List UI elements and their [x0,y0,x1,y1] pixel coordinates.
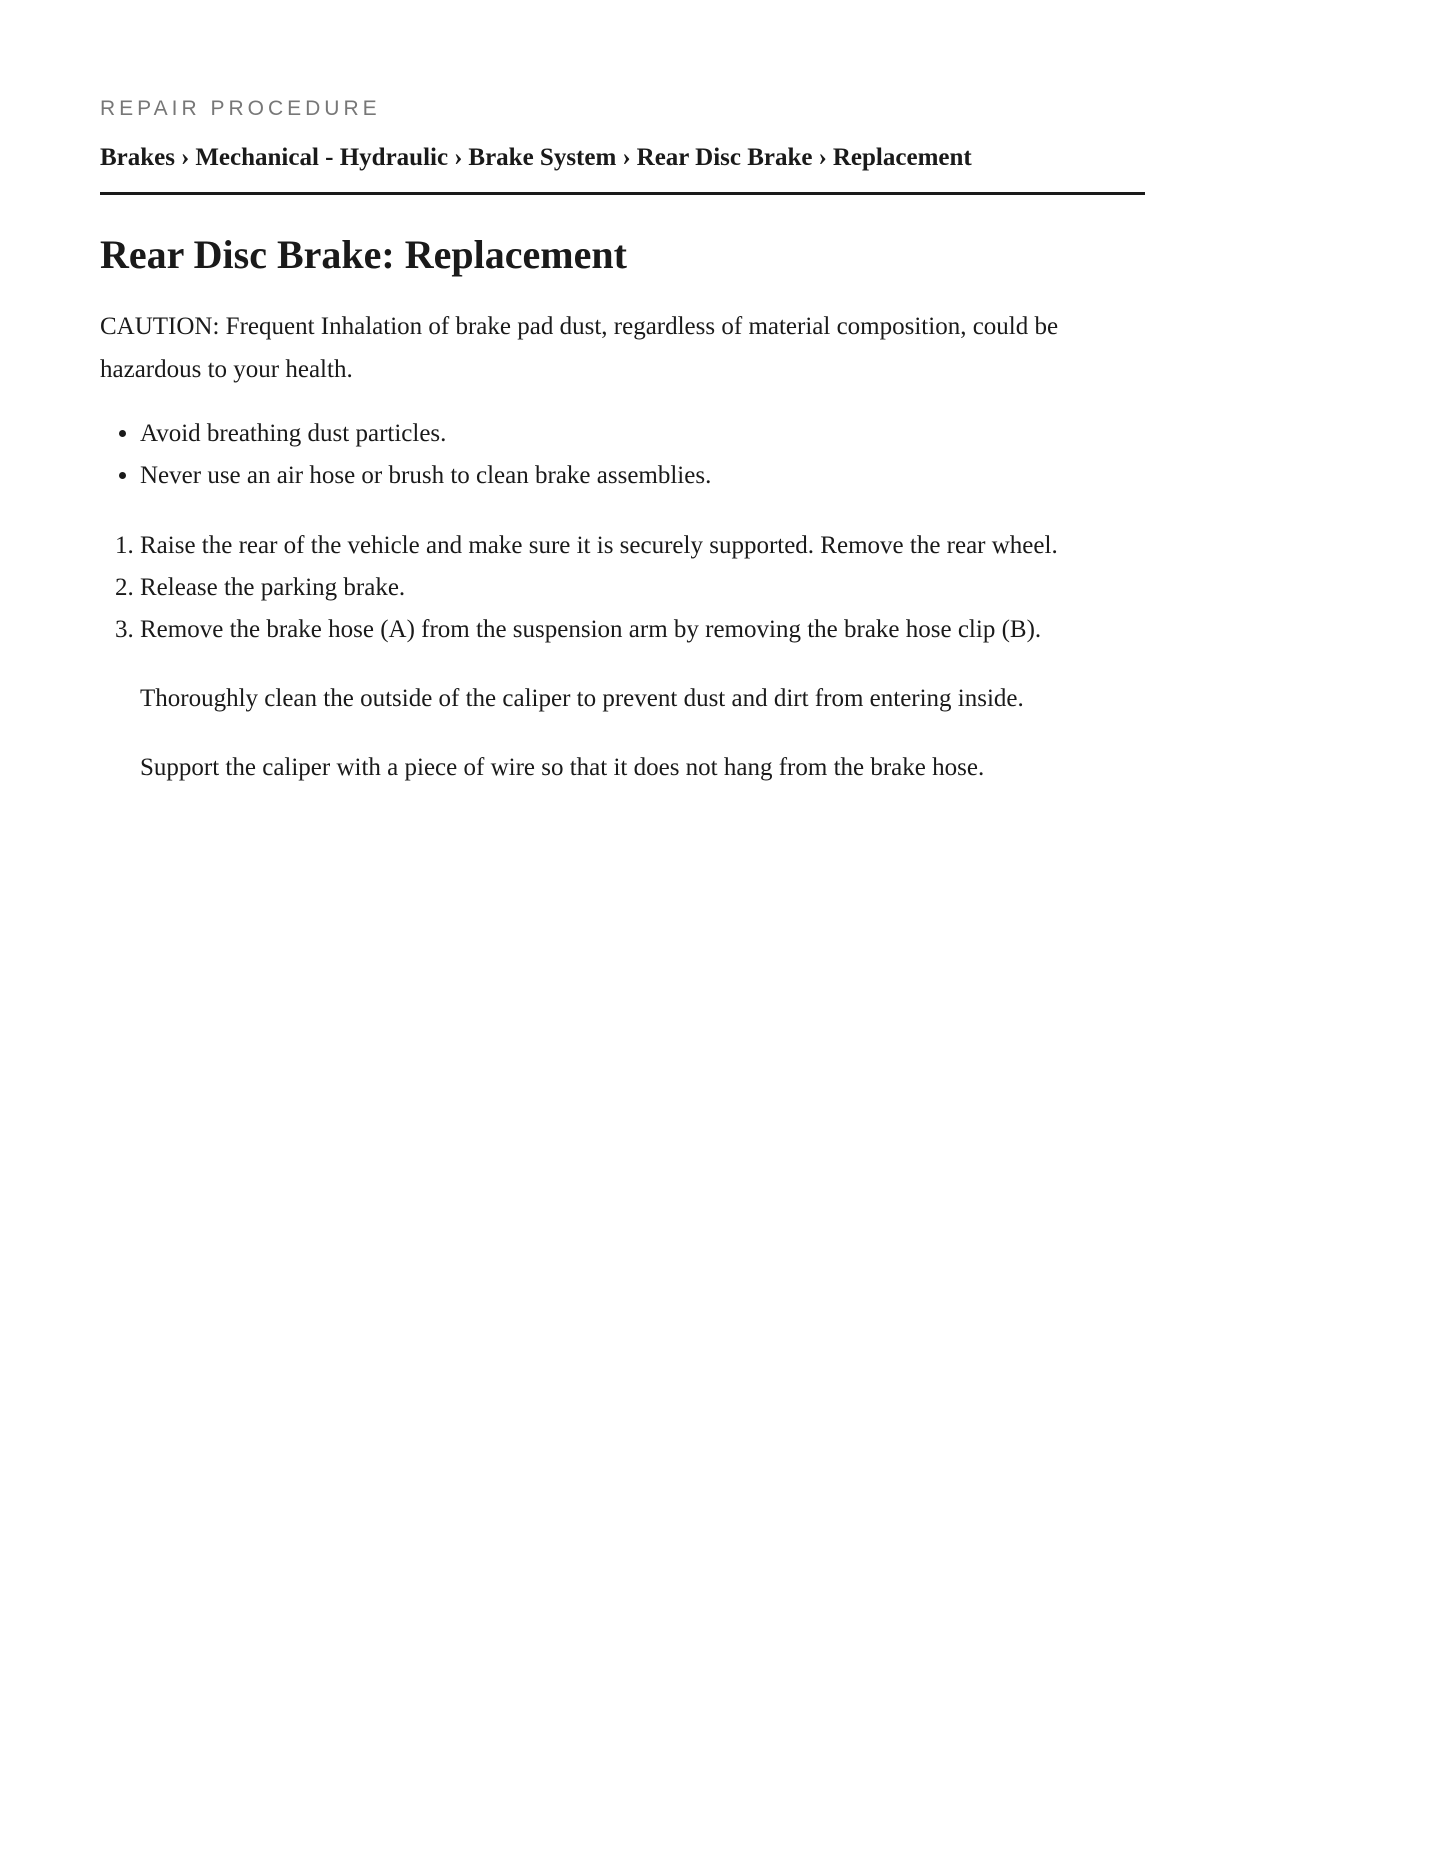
breadcrumb-separator: › [818,144,827,171]
document-page [0,0,1245,789]
page-title: Rear Disc Brake: Replacement [100,232,627,277]
step-item: 1. Raise the rear of the vehicle and make sure it is securely supported. Remove the rear wheel. [140,525,1145,567]
breadcrumb-item-brake-system[interactable]: Brake System [468,144,617,171]
breadcrumb-item-mechanical-hydraulic[interactable]: Mechanical - Hydraulic [195,144,449,171]
step-item: 2. Release the parking brake. [140,567,1145,609]
breadcrumb [100,142,1145,195]
breadcrumb-item-replacement: Replacement [832,144,972,171]
breadcrumb-item-brakes[interactable]: Brakes [100,144,175,171]
warning-list [100,413,1145,497]
breadcrumb-item-rear-disc-brake[interactable]: Rear Disc Brake [636,144,813,171]
step-note: Thoroughly clean the outside of the caliper to prevent dust and dirt from entering inside. [140,685,1024,712]
caution-text: CAUTION: Frequent Inhalation of brake pad dust, regardless of material composition, could be hazardous to your health. [100,313,1059,383]
breadcrumb-separator: › [181,144,190,171]
warning-item: • Avoid breathing dust particles. [140,413,1145,455]
breadcrumb-separator: › [454,144,463,171]
breadcrumb-separator: › [622,144,631,171]
step-note: Support the caliper with a piece of wire so that it does not hang from the brake hose. [140,754,985,781]
procedure-steps [100,525,1145,651]
section-kicker: REPAIR PROCEDURE [100,97,381,120]
warning-item: • Never use an air hose or brush to clean brake assemblies. [140,455,1145,497]
step-item: 3. Remove the brake hose (A) from the suspension arm by removing the brake hose clip (B). [140,609,1145,651]
